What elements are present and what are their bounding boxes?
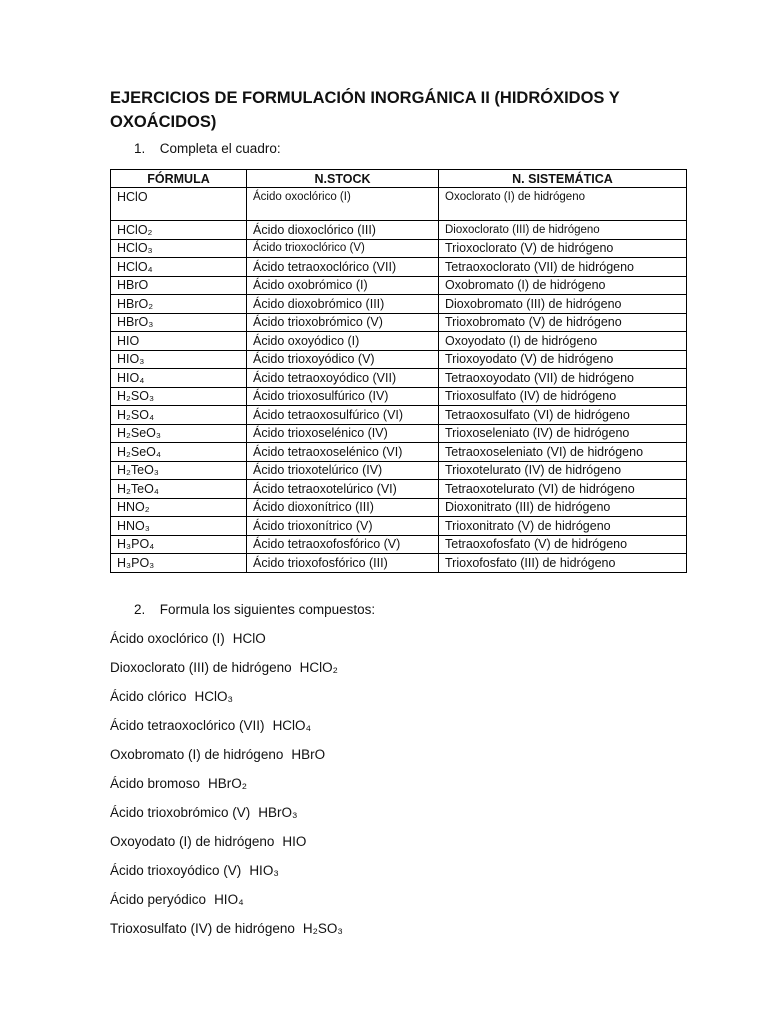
answer-item: [110, 863, 710, 892]
cell-stock-name: Ácido trioxoselénico (IV): [247, 424, 439, 443]
answer-formula: HClO₄: [272, 718, 312, 733]
cell-formula: H₂SO₄: [111, 406, 247, 425]
cell-systematic-name: Trioxofosfato (III) de hidrógeno: [439, 554, 687, 573]
table-row: [111, 313, 687, 332]
table-row: [111, 258, 687, 277]
answer-formula: HBrO: [291, 747, 326, 762]
answer-item: [110, 834, 710, 863]
table-row: [111, 406, 687, 425]
cell-formula: HBrO₃: [111, 313, 247, 332]
question-1: [134, 141, 281, 156]
answer-compound-name: Ácido bromoso: [110, 776, 201, 791]
answer-item: [110, 689, 710, 718]
answer-compound-name: Ácido tetraoxoclórico (VII): [110, 718, 265, 733]
answer-item: [110, 660, 710, 689]
cell-formula: H₂SeO₄: [111, 443, 247, 462]
answer-formula: HIO₄: [214, 892, 244, 907]
page-title: EJERCICIOS DE FORMULACIÓN INORGÁNICA II (HIDRÓXIDOS Y OXOÁCIDOS): [110, 89, 620, 131]
cell-stock-name: Ácido tetraoxoclórico (VII): [247, 258, 439, 277]
cell-stock-name: Ácido trioxobrómico (V): [247, 313, 439, 332]
cell-systematic-name: Trioxosulfato (IV) de hidrógeno: [439, 387, 687, 406]
cell-systematic-name: Tetraoxoseleniato (VI) de hidrógeno: [439, 443, 687, 462]
answer-compound-name: Ácido trioxoyódico (V): [110, 863, 242, 878]
cell-systematic-name: Oxobromato (I) de hidrógeno: [439, 276, 687, 295]
cell-systematic-name: Tetraoxoyodato (VII) de hidrógeno: [439, 369, 687, 388]
cell-formula: H₃PO₄: [111, 535, 247, 554]
cell-formula: HClO₂: [111, 221, 247, 240]
table-body: [111, 188, 687, 573]
answer-compound-name: Oxoyodato (I) de hidrógeno: [110, 834, 275, 849]
header-systematic: N. SISTEMÁTICA: [439, 170, 687, 188]
question-1-text: Completa el cuadro:: [159, 141, 281, 156]
cell-stock-name: Ácido trioxoclórico (V): [247, 239, 439, 258]
cell-stock-name: Ácido dioxonítrico (III): [247, 498, 439, 517]
header-stock: N.STOCK: [247, 170, 439, 188]
cell-formula: HBrO₂: [111, 295, 247, 314]
answer-compound-name: Dioxoclorato (III) de hidrógeno: [110, 660, 292, 675]
answer-formula: HIO₃: [249, 863, 279, 878]
table-row: [111, 295, 687, 314]
header-formula: FÓRMULA: [111, 170, 247, 188]
cell-formula: H₂SeO₃: [111, 424, 247, 443]
answer-item: [110, 631, 710, 660]
answer-compound-name: Ácido oxoclórico (I): [110, 631, 225, 646]
answer-item: [110, 776, 710, 805]
cell-systematic-name: Trioxoyodato (V) de hidrógeno: [439, 350, 687, 369]
answer-formula: HBrO₃: [258, 805, 298, 820]
cell-systematic-name: Dioxobromato (III) de hidrógeno: [439, 295, 687, 314]
cell-formula: HBrO: [111, 276, 247, 295]
cell-systematic-name: Trioxoclorato (V) de hidrógeno: [439, 239, 687, 258]
cell-systematic-name: Tetraoxosulfato (VI) de hidrógeno: [439, 406, 687, 425]
cell-formula: H₃PO₃: [111, 554, 247, 573]
cell-formula: HClO₃: [111, 239, 247, 258]
table-row: [111, 517, 687, 536]
cell-stock-name: Ácido dioxobrómico (III): [247, 295, 439, 314]
cell-systematic-name: Tetraoxoclorato (VII) de hidrógeno: [439, 258, 687, 277]
answer-item: [110, 892, 710, 921]
table-row: [111, 276, 687, 295]
answer-formula: H₂SO₃: [302, 921, 343, 936]
answer-item: [110, 921, 710, 950]
table-header-row: [111, 170, 687, 188]
cell-systematic-name: Tetraoxotelurato (VI) de hidrógeno: [439, 480, 687, 499]
cell-systematic-name: Oxoyodato (I) de hidrógeno: [439, 332, 687, 351]
table-row: [111, 461, 687, 480]
answer-compound-name: Trioxosulfato (IV) de hidrógeno: [110, 921, 295, 936]
cell-formula: H₂TeO₄: [111, 480, 247, 499]
table-row: [111, 424, 687, 443]
question-2: [134, 602, 375, 617]
cell-systematic-name: Trioxonitrato (V) de hidrógeno: [439, 517, 687, 536]
table-row: [111, 554, 687, 573]
answer-compound-name: Ácido clórico: [110, 689, 187, 704]
table-row: [111, 188, 687, 221]
cell-systematic-name: Dioxoclorato (III) de hidrógeno: [439, 221, 687, 240]
cell-stock-name: Ácido trioxonítrico (V): [247, 517, 439, 536]
table-row: [111, 443, 687, 462]
question-2-number: 2.: [134, 602, 146, 617]
cell-formula: HIO₄: [111, 369, 247, 388]
cell-systematic-name: Oxoclorato (I) de hidrógeno: [439, 188, 687, 221]
cell-formula: H₂TeO₃: [111, 461, 247, 480]
cell-stock-name: Ácido dioxoclórico (III): [247, 221, 439, 240]
cell-stock-name: Ácido tetraoxosulfúrico (VI): [247, 406, 439, 425]
cell-stock-name: Ácido tetraoxotelúrico (VI): [247, 480, 439, 499]
answer-formula: HClO₃: [194, 689, 234, 704]
cell-formula: H₂SO₃: [111, 387, 247, 406]
cell-stock-name: Ácido oxoyódico (I): [247, 332, 439, 351]
table-row: [111, 498, 687, 517]
cell-stock-name: Ácido trioxosulfúrico (IV): [247, 387, 439, 406]
cell-formula: HNO₃: [111, 517, 247, 536]
answer-item: [110, 747, 710, 776]
table-row: [111, 221, 687, 240]
table-row: [111, 332, 687, 351]
cell-formula: HClO₄: [111, 258, 247, 277]
table-row: [111, 480, 687, 499]
answer-formula: HClO: [232, 631, 266, 646]
cell-stock-name: Ácido tetraoxoyódico (VII): [247, 369, 439, 388]
table-row: [111, 387, 687, 406]
formulation-table: [110, 169, 687, 573]
answer-compound-name: Ácido trioxobrómico (V): [110, 805, 251, 820]
cell-stock-name: Ácido tetraoxofosfórico (V): [247, 535, 439, 554]
question-2-text: Formula los siguientes compuestos:: [159, 602, 376, 617]
table-row: [111, 369, 687, 388]
table-row: [111, 350, 687, 369]
cell-systematic-name: Trioxobromato (V) de hidrógeno: [439, 313, 687, 332]
cell-systematic-name: Tetraoxofosfato (V) de hidrógeno: [439, 535, 687, 554]
table-row: [111, 535, 687, 554]
table-row: [111, 239, 687, 258]
answer-formula: HBrO₂: [208, 776, 248, 791]
answer-compound-name: Ácido peryódico: [110, 892, 207, 907]
answer-list: [110, 631, 710, 950]
cell-stock-name: Ácido trioxotelúrico (IV): [247, 461, 439, 480]
cell-systematic-name: Trioxotelurato (IV) de hidrógeno: [439, 461, 687, 480]
answer-item: [110, 718, 710, 747]
answer-formula: HIO: [282, 834, 307, 849]
cell-formula: HIO: [111, 332, 247, 351]
cell-systematic-name: Dioxonitrato (III) de hidrógeno: [439, 498, 687, 517]
answer-compound-name: Oxobromato (I) de hidrógeno: [110, 747, 284, 762]
cell-stock-name: Ácido oxobrómico (I): [247, 276, 439, 295]
cell-stock-name: Ácido trioxoyódico (V): [247, 350, 439, 369]
cell-formula: HIO₃: [111, 350, 247, 369]
cell-systematic-name: Trioxoseleniato (IV) de hidrógeno: [439, 424, 687, 443]
cell-formula: HClO: [111, 188, 247, 221]
cell-stock-name: Ácido trioxofosfórico (III): [247, 554, 439, 573]
cell-formula: HNO₂: [111, 498, 247, 517]
cell-stock-name: Ácido tetraoxoselénico (VI): [247, 443, 439, 462]
cell-stock-name: Ácido oxoclórico (I): [247, 188, 439, 221]
question-1-number: 1.: [134, 141, 146, 156]
answer-item: [110, 805, 710, 834]
answer-formula: HClO₂: [299, 660, 338, 675]
